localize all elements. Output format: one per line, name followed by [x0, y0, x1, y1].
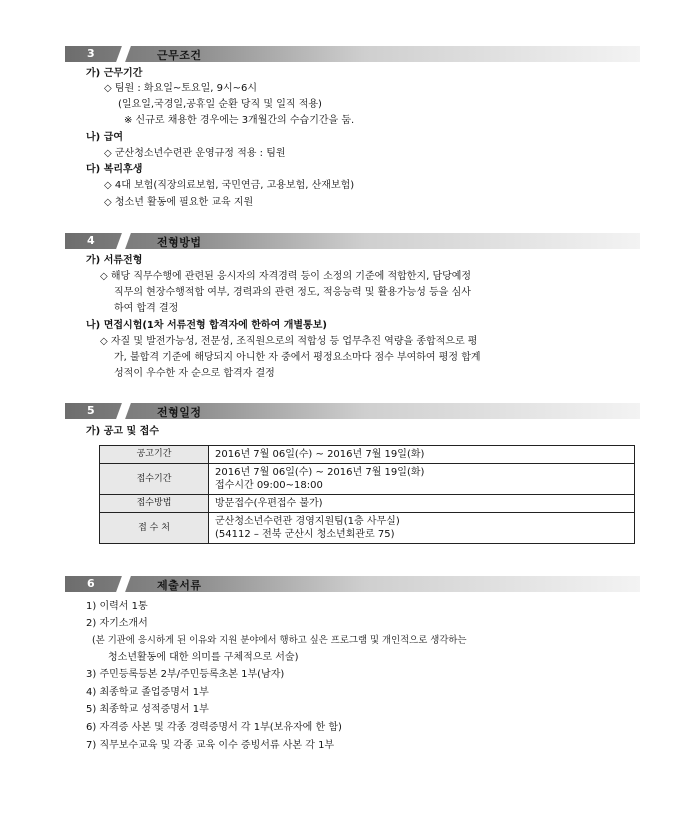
section-title: 제출서류: [157, 579, 202, 592]
row-value-line: 방문접수(우편접수 불가): [215, 498, 323, 509]
section-6-header: [0, 576, 700, 592]
bar-notch: [116, 233, 131, 249]
document-screening-line: 하여 합격 결정: [114, 303, 179, 314]
row-value: [209, 495, 635, 513]
welfare-line: ◇ 4대 보험(직장의료보험, 국민연금, 고용보험, 산재보험): [104, 180, 355, 191]
work-period-line: ◇ 팀원 : 화요일~토요일, 9시~6시: [104, 83, 258, 94]
row-value: [209, 446, 635, 464]
document-item-note: 청소년활동에 대한 의미를 구체적으로 서술): [108, 652, 299, 663]
row-value-line: (54112 – 전북 군산시 청소년회관로 75): [215, 529, 395, 540]
document-screening-heading: 가) 서류전형: [86, 255, 143, 266]
row-value-line: 2016년 7월 06일(수) ~ 2016년 7월 19일(화): [215, 449, 425, 460]
row-label: 접수방법: [100, 495, 209, 513]
document-item-note: (본 기관에 응시하게 된 이유와 지원 분야에서 행하고 싶은 프로그램 및 개인적으로 생각하는: [92, 635, 467, 646]
interview-line: 성적이 우수한 자 순으로 합격자 결정: [114, 368, 275, 379]
interview-line: 가, 불합격 기준에 해당되지 아니한 자 중에서 평정요소마다 점수 부여하여 평정 합계: [114, 352, 481, 363]
welfare-line: ◇ 청소년 활동에 필요한 교육 지원: [104, 197, 254, 208]
section-4-header: [0, 233, 700, 249]
bar-notch: [116, 576, 131, 592]
section-5-header: [0, 403, 700, 419]
table-row: [100, 464, 635, 495]
row-label: 접수기간: [100, 464, 209, 495]
welfare-heading: 다) 복리후생: [86, 164, 143, 175]
pay-heading: 나) 급여: [86, 132, 124, 143]
document-screening-line: ◇ 해당 직무수행에 관련된 응시자의 자격경력 등이 소정의 기준에 적합한지, 담당예정: [100, 271, 472, 282]
row-label: 접 수 처: [100, 513, 209, 544]
section-number: 4: [87, 234, 95, 247]
document-item: 2) 자기소개서: [86, 618, 148, 629]
section-title: 근무조건: [157, 49, 202, 62]
row-value: [209, 513, 635, 544]
section-bar: [65, 233, 640, 249]
section-3-header: [0, 46, 700, 62]
section-bar: [65, 46, 640, 62]
row-label: 공고기간: [100, 446, 209, 464]
document-item: 3) 주민등록등본 2부/주민등록초본 1부(남자): [86, 669, 285, 680]
table-row: [100, 495, 635, 513]
row-value-line: 2016년 7월 06일(수) ~ 2016년 7월 19일(화): [215, 467, 425, 478]
bar-notch: [116, 46, 131, 62]
section-number: 6: [87, 577, 95, 590]
probation-note: ※ 신규로 채용한 경우에는 3개월간의 수습기간을 둠.: [124, 115, 355, 126]
row-value-line: 접수시간 09:00~18:00: [215, 480, 323, 491]
section-title: 전형방법: [157, 236, 202, 249]
schedule-table: [99, 445, 635, 544]
section-number: 5: [87, 404, 95, 417]
section-bar: [65, 403, 640, 419]
document-item: 5) 최종학교 성적증명서 1부: [86, 704, 209, 715]
interview-heading: 나) 면접시험(1차 서류전형 합격자에 한하여 개별통보): [86, 320, 327, 331]
document-item: 6) 자격증 사본 및 각종 경력증명서 각 1부(보유자에 한 함): [86, 722, 342, 733]
schedule-heading: 가) 공고 및 접수: [86, 426, 159, 437]
document-item: 7) 직무보수교육 및 각종 교육 이수 증빙서류 사본 각 1부: [86, 740, 335, 751]
document-screening-line: 직무의 현장수행적합 여부, 경력과의 관련 정도, 적응능력 및 활용가능성 등을 심사: [114, 287, 471, 298]
bar-notch: [116, 403, 131, 419]
work-period-heading: 가) 근무기간: [86, 68, 143, 79]
document-item: 4) 최종학교 졸업증명서 1부: [86, 687, 209, 698]
section-title: 전형일정: [157, 406, 202, 419]
interview-line: ◇ 자질 및 발전가능성, 전문성, 조직원으로의 적합성 등 업무추진 역량을 종합적으로 평: [100, 336, 478, 347]
row-value: [209, 464, 635, 495]
work-period-note: (일요일,국경일,공휴일 순환 당직 및 일직 적용): [118, 99, 322, 110]
table-row: [100, 446, 635, 464]
section-bar: [65, 576, 640, 592]
section-number: 3: [87, 47, 95, 60]
row-value-line: 군산청소년수련관 경영지원팀(1층 사무실): [215, 516, 400, 527]
table-row: [100, 513, 635, 544]
document-item: 1) 이력서 1통: [86, 601, 148, 612]
pay-line: ◇ 군산청소년수련관 운영규정 적용 : 팀원: [104, 148, 286, 159]
